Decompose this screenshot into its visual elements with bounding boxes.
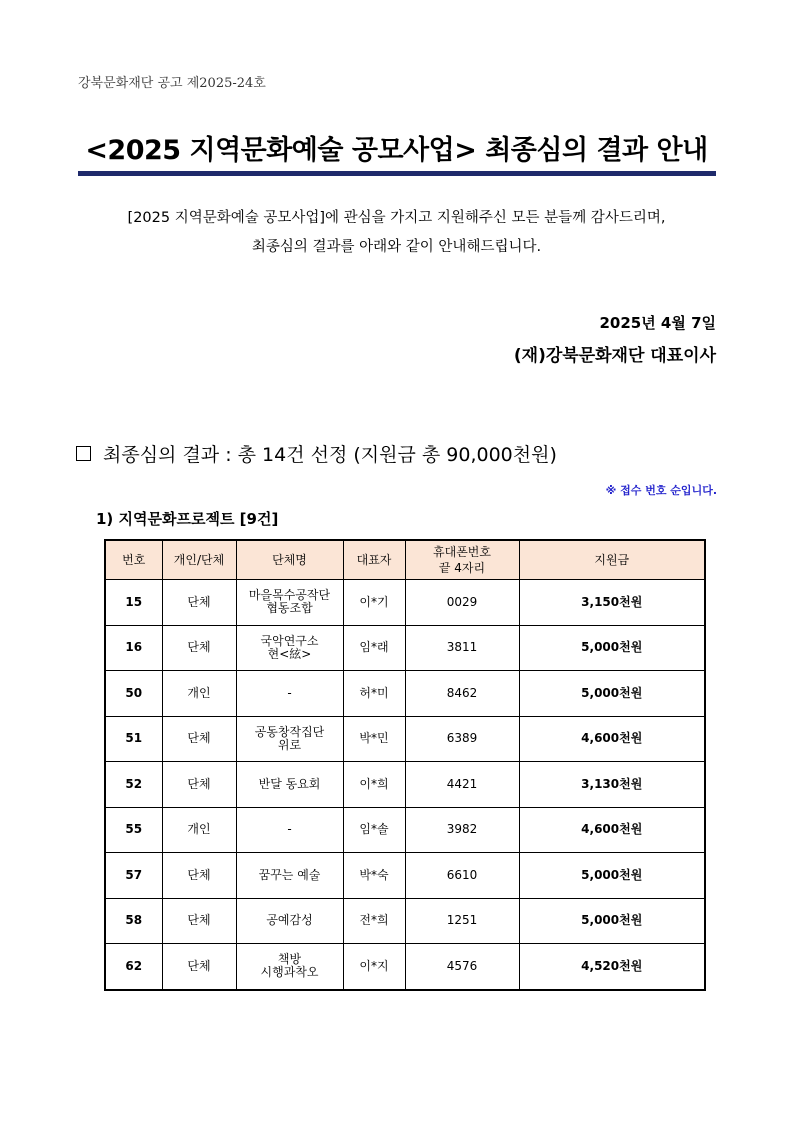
cell-phone: 4576: [405, 944, 519, 990]
cell-group: [236, 807, 343, 853]
cell-no: 16: [105, 625, 162, 671]
subsection-title: 1) 지역문화프로젝트 [9건]: [96, 510, 279, 528]
header-phone-line-2: 끝 4자리: [438, 561, 486, 575]
cell-amount: 5,000천원: [519, 671, 705, 717]
cell-rep: 전*희: [343, 898, 405, 944]
section-heading: [76, 440, 557, 467]
cell-group: [236, 762, 343, 808]
cell-group-line-1: 책방: [277, 952, 302, 967]
cell-type: 개인: [162, 671, 236, 717]
cell-rep: 이*기: [343, 580, 405, 626]
page-title: <2025 지역문화예술 공모사업> 최종심의 결과 안내: [85, 135, 708, 166]
intro-line-2: 최종심의 결과를 아래와 같이 안내해드립니다.: [251, 239, 542, 255]
header-phone-line-1: 휴대폰번호: [433, 544, 491, 559]
section-title: 최종심의 결과 : 총 14건 선정 (지원금 총 90,000천원): [103, 444, 557, 466]
table-row: [105, 580, 705, 626]
cell-amount: 3,130천원: [519, 762, 705, 808]
cell-group-line-1: 반달 동요회: [258, 776, 321, 791]
header-no: 번호: [105, 540, 162, 580]
cell-amount: 4,520천원: [519, 944, 705, 990]
cell-type: 단체: [162, 853, 236, 899]
title-underline: [78, 171, 716, 176]
cell-type: 단체: [162, 625, 236, 671]
header-type: 개인/단체: [162, 540, 236, 580]
cell-no: 50: [105, 671, 162, 717]
table-row: [105, 762, 705, 808]
cell-group-line-2: 현<絃>: [267, 646, 312, 661]
cell-phone: 8462: [405, 671, 519, 717]
cell-amount: 5,000천원: [519, 625, 705, 671]
cell-group: [236, 580, 343, 626]
cell-amount: 4,600천원: [519, 716, 705, 762]
cell-group-line-1: -: [287, 685, 292, 700]
cell-rep: 임*래: [343, 625, 405, 671]
intro-line-1: [2025 지역문화예술 공모사업]에 관심을 가지고 지원해주신 모든 분들께 감사드리며,: [127, 210, 666, 226]
cell-type: 단체: [162, 762, 236, 808]
cell-rep: 임*솔: [343, 807, 405, 853]
cell-rep: 이*희: [343, 762, 405, 808]
cell-group: [236, 716, 343, 762]
cell-group: [236, 671, 343, 717]
cell-group-line-1: 국악연구소: [260, 633, 319, 648]
table-row: [105, 807, 705, 853]
cell-phone: 4421: [405, 762, 519, 808]
cell-no: 55: [105, 807, 162, 853]
cell-group-line-1: 마을목수공작단: [248, 588, 331, 603]
cell-no: 51: [105, 716, 162, 762]
results-table: [104, 539, 706, 991]
cell-phone: 6610: [405, 853, 519, 899]
table-row: [105, 671, 705, 717]
cell-amount: 3,150천원: [519, 580, 705, 626]
cell-group-line-2: 위로: [277, 737, 302, 752]
cell-type: 단체: [162, 580, 236, 626]
notice-number: 강북문화재단 공고 제2025-24호: [78, 76, 266, 91]
table-row: [105, 898, 705, 944]
cell-rep: 박*숙: [343, 853, 405, 899]
cell-group-line-1: 공예감성: [266, 913, 313, 928]
cell-amount: 5,000천원: [519, 853, 705, 899]
cell-group: [236, 898, 343, 944]
checkbox-square-icon: [76, 446, 91, 461]
table-row: [105, 853, 705, 899]
cell-group-line-2: 시행과착오: [260, 965, 319, 980]
cell-phone: 3811: [405, 625, 519, 671]
cell-type: 개인: [162, 807, 236, 853]
table-row: [105, 944, 705, 990]
cell-rep: 허*미: [343, 671, 405, 717]
cell-amount: 4,600천원: [519, 807, 705, 853]
cell-type: 단체: [162, 716, 236, 762]
header-group: 단체명: [236, 540, 343, 580]
cell-phone: 6389: [405, 716, 519, 762]
cell-type: 단체: [162, 944, 236, 990]
cell-phone: 3982: [405, 807, 519, 853]
organization-signature: (재)강북문화재단 대표이사: [513, 346, 716, 366]
cell-rep: 이*지: [343, 944, 405, 990]
table-header-row: [105, 540, 705, 580]
cell-group-line-1: -: [287, 822, 292, 837]
cell-phone: 1251: [405, 898, 519, 944]
cell-group: [236, 853, 343, 899]
header-phone: [405, 540, 519, 580]
cell-no: 57: [105, 853, 162, 899]
header-amount: 지원금: [519, 540, 705, 580]
announcement-date: 2025년 4월 7일: [599, 314, 716, 332]
cell-no: 58: [105, 898, 162, 944]
cell-group: [236, 625, 343, 671]
cell-phone: 0029: [405, 580, 519, 626]
cell-group: [236, 944, 343, 990]
cell-group-line-2: 협동조합: [266, 601, 313, 616]
cell-type: 단체: [162, 898, 236, 944]
cell-no: 52: [105, 762, 162, 808]
cell-no: 62: [105, 944, 162, 990]
cell-amount: 5,000천원: [519, 898, 705, 944]
order-note: ※ 접수 번호 순입니다.: [605, 484, 717, 497]
header-rep: 대표자: [343, 540, 405, 580]
cell-no: 15: [105, 580, 162, 626]
table-row: [105, 625, 705, 671]
cell-rep: 박*민: [343, 716, 405, 762]
cell-group-line-1: 꿈꾸는 예술: [258, 867, 321, 882]
cell-group-line-1: 공동창작집단: [254, 724, 325, 739]
table-row: [105, 716, 705, 762]
